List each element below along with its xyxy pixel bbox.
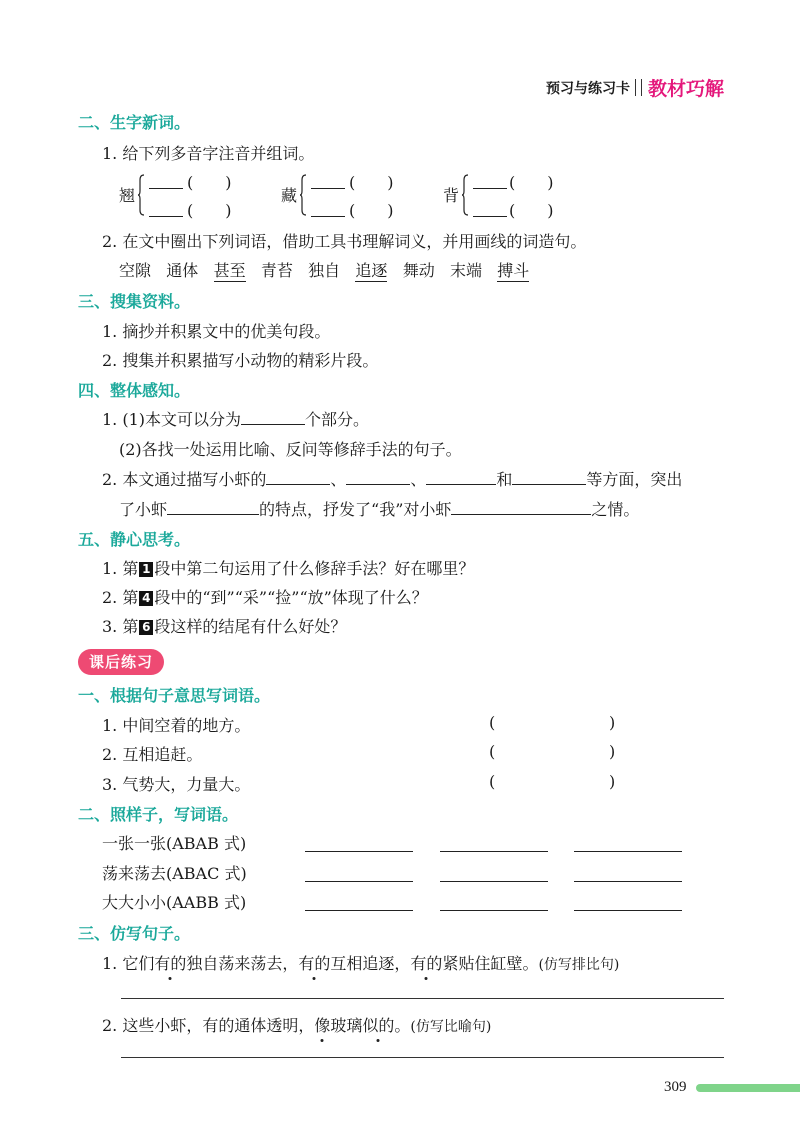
paragraph-number-badge: 4 [139,591,153,606]
brace-icon [462,174,469,216]
paren-blank[interactable]: ( ) [509,201,554,220]
vocab-word: 青苔 [260,261,293,280]
brace-icon [138,174,145,216]
question-paragraph-1: 1. 第 1 段中第二句运用了什么修辞手法？好在哪里？ [102,559,475,578]
brace-icon [300,174,307,216]
pinyin-blank[interactable] [149,188,183,189]
pinyin-blank[interactable] [311,188,345,189]
pinyin-blank[interactable] [311,216,345,217]
question-vocab-circle: 2. 在文中圈出下列词语，借助工具书理解词义，并用画线的词造句。 [102,232,587,251]
section-heading-reflect: 五、静心思考。 [78,530,191,549]
paragraph-number-badge: 1 [139,562,153,577]
section-heading-write-words: 一、根据句子意思写词语。 [78,686,271,705]
polyphone-char-3: 背 [443,186,460,205]
question-collect-passages: 2. 搜集并积累描写小动物的精彩片段。 [102,351,379,370]
answer-blank[interactable] [512,468,586,485]
paren-close[interactable]: ) [609,772,616,791]
pattern-example: 一张一张(ABAB 式) [102,834,247,853]
answer-line[interactable] [440,910,548,911]
answer-blank[interactable] [451,498,591,515]
definition-item: 3. 气势大，力量大。 [102,775,251,794]
paren-blank[interactable]: ( ) [187,173,232,192]
answer-line[interactable] [574,881,682,882]
header-subtitle: 预习与练习卡 [545,80,630,97]
question-parts: 1. (1)本文可以分为 个部分。 [102,410,370,429]
vocab-word-list [119,258,529,281]
answer-blank[interactable] [167,498,259,515]
vocab-word: 通体 [166,261,199,280]
paren-open[interactable]: ( [489,742,496,761]
question-description-aspects: 2. 本文通过描写小虾的 、 、 和 等方面，突出 [102,470,683,489]
paren-blank[interactable]: ( ) [509,173,554,192]
vocab-word: 舞动 [402,261,435,280]
imitation-sentence-parallelism: 1. 它们有的独自荡来荡去，有的互相追逐，有的紧贴住缸壁。(仿写排比句) [102,954,620,973]
answer-blank[interactable] [266,468,330,485]
paren-open[interactable]: ( [489,772,496,791]
after-class-practice-badge: 课后练习 [78,649,164,675]
section-heading-overview: 四、整体感知。 [78,381,191,400]
pinyin-blank[interactable] [473,188,507,189]
question-rhetoric-sentences: (2)各找一处运用比喻、反问等修辞手法的句子。 [119,440,462,459]
sentence-answer-line[interactable] [121,998,724,999]
definition-item: 2. 互相追赶。 [102,745,203,764]
answer-line[interactable] [440,851,548,852]
vocab-word-underlined: 搏斗 [497,261,530,280]
section-heading-pattern-words: 二、照样子，写词语。 [78,805,239,824]
section-heading-new-words: 二、生字新词。 [78,113,191,132]
sentence-answer-line[interactable] [121,1057,724,1058]
paren-close[interactable]: ) [609,713,616,732]
page-number: 309 [664,1079,687,1095]
page-accent-bar [696,1084,800,1092]
paragraph-number-badge: 6 [139,620,153,635]
section-heading-imitate-sentences: 三、仿写句子。 [78,924,191,943]
paren-blank[interactable]: ( ) [187,201,232,220]
imitation-sentence-simile: 2. 这些小虾，有的通体透明，像玻璃似的。(仿写比喻句) [102,1016,492,1035]
pinyin-blank[interactable] [473,216,507,217]
question-paragraph-6: 3. 第 6 段这样的结尾有什么好处？ [102,617,347,636]
vocab-word: 空隙 [119,261,152,280]
vocab-word-underlined: 甚至 [213,261,246,280]
paren-blank[interactable]: ( ) [349,201,394,220]
answer-blank[interactable] [426,468,496,485]
vocab-word: 末端 [449,261,482,280]
answer-line[interactable] [574,851,682,852]
header-divider [635,79,642,96]
answer-blank[interactable] [346,468,410,485]
answer-blank[interactable] [241,408,305,425]
vocab-word: 独自 [308,261,341,280]
answer-line[interactable] [440,881,548,882]
polyphone-char-2: 藏 [281,186,298,205]
paren-open[interactable]: ( [489,713,496,732]
pattern-example: 大大小小(AABB 式) [102,893,247,912]
question-paragraph-4: 2. 第 4 段中的“到”“采”“捡”“放”体现了什么？ [102,588,428,607]
page-header [546,74,724,101]
header-title: 教材巧解 [647,78,724,100]
answer-line[interactable] [305,881,413,882]
polyphone-char-1: 翘 [119,186,136,205]
pattern-example: 荡来荡去(ABAC 式) [102,864,247,883]
pinyin-blank[interactable] [149,216,183,217]
question-polyphone: 1. 给下列多音字注音并组词。 [102,144,315,163]
answer-line[interactable] [305,851,413,852]
paren-blank[interactable]: ( ) [349,173,394,192]
paren-close[interactable]: ) [609,742,616,761]
vocab-word-underlined: 追逐 [355,261,388,280]
section-heading-collect: 三、搜集资料。 [78,292,191,311]
answer-line[interactable] [574,910,682,911]
question-excerpt: 1. 摘抄并积累文中的优美句段。 [102,322,331,341]
question-description-continued: 了小虾 的特点，抒发了“我”对小虾 之情。 [119,500,640,519]
definition-item: 1. 中间空着的地方。 [102,716,251,735]
answer-line[interactable] [305,910,413,911]
